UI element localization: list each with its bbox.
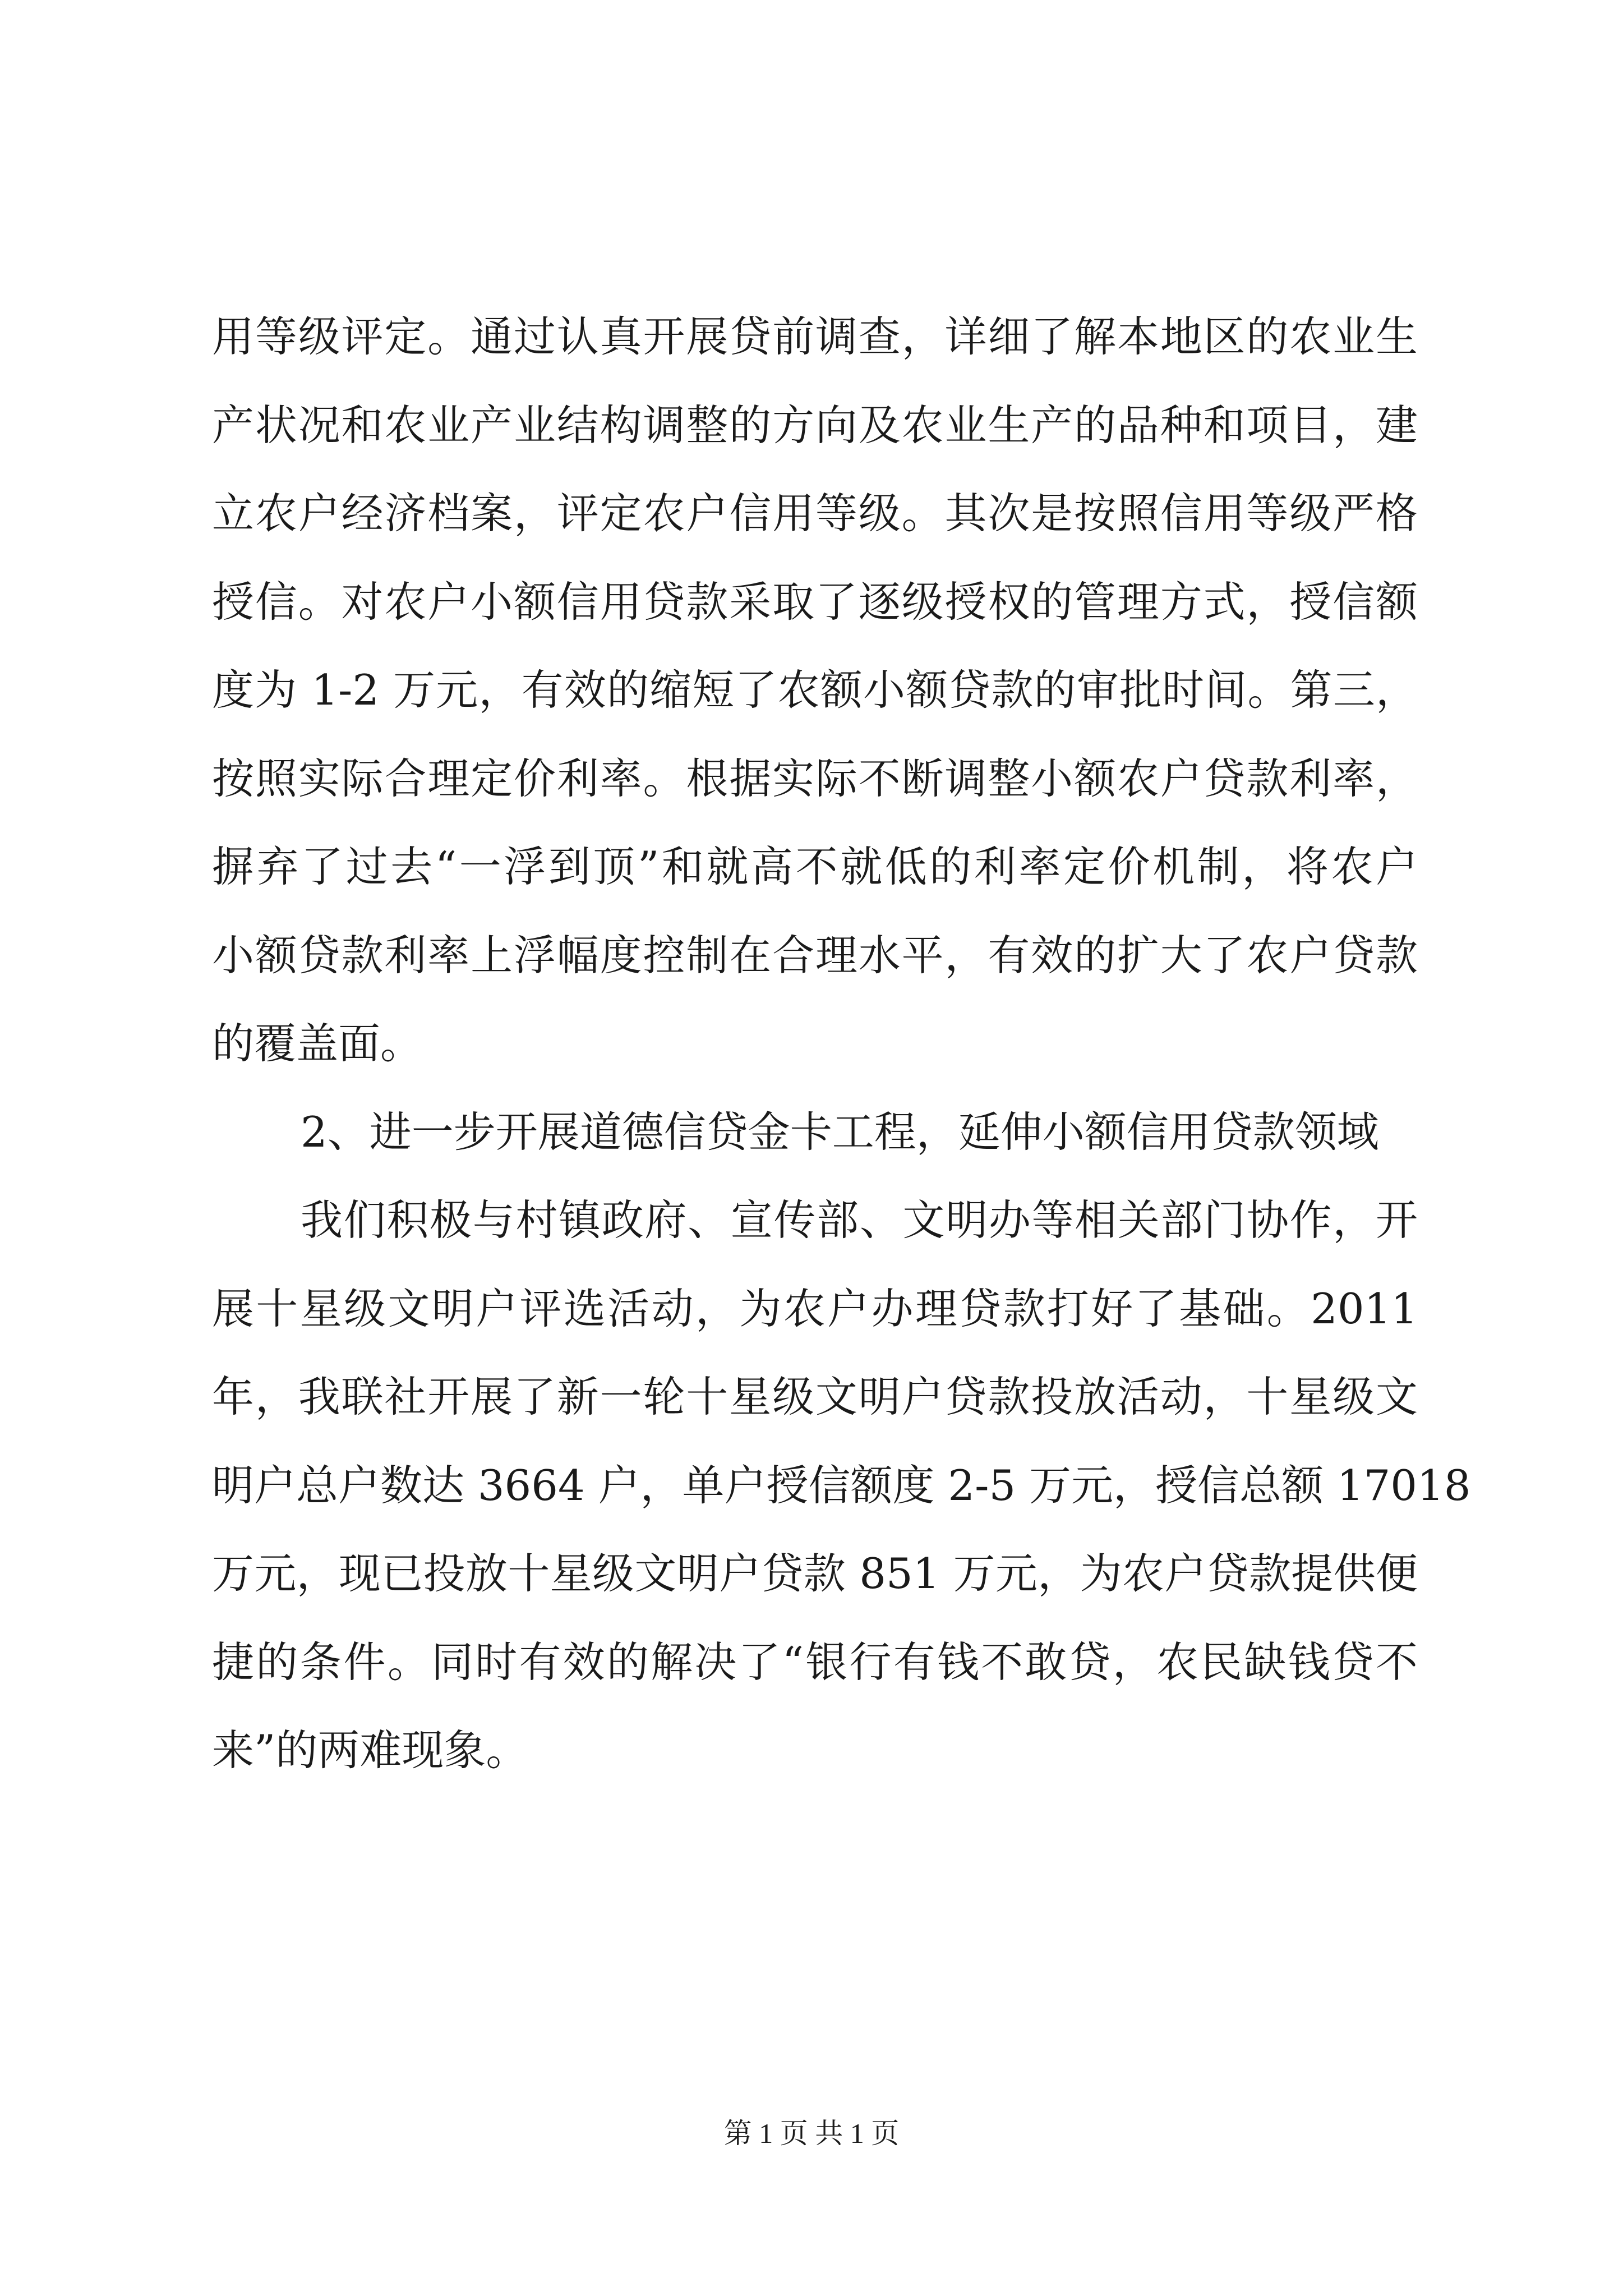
text-line: 产状况和农业产业结构调整的方向及农业生产的品种和项目，建 — [212, 400, 1418, 450]
text-line: 我们积极与村镇政府、宣传部、文明办等相关部门协作，开 — [301, 1195, 1418, 1245]
text-line: 万元，现已投放十星级文明户贷款 851 万元，为农户贷款提供便 — [212, 1549, 1418, 1598]
text-line: 来”的两难现象。 — [212, 1726, 528, 1775]
text-line: 的覆盖面。 — [212, 1019, 423, 1068]
section-heading: 2、进一步开展道德信贷金卡工程，延伸小额信用贷款领域 — [301, 1107, 1379, 1157]
paragraph-gold-card-project — [212, 1176, 1471, 1795]
paragraph-credit-rating — [212, 293, 1418, 1088]
text-line: 度为 1-2 万元，有效的缩短了农额小额贷款的审批时间。第三， — [212, 665, 1418, 715]
text-line: 捷的条件。同时有效的解决了“银行有钱不敢贷，农民缺钱贷不 — [212, 1637, 1418, 1687]
text-line: 小额贷款利率上浮幅度控制在合理水平，有效的扩大了农户贷款 — [212, 930, 1418, 980]
text-line: 展十星级文明户评选活动，为农户办理贷款打好了基础。2011 — [212, 1283, 1418, 1333]
page-footer: 第 1 页 共 1 页 — [723, 2118, 900, 2149]
text-line: 摒弃了过去“一浮到顶”和就高不就低的利率定价机制，将农户 — [212, 842, 1418, 891]
text-line: 授信。对农户小额信用贷款采取了逐级授权的管理方式，授信额 — [212, 577, 1418, 627]
text-line: 立农户经济档案，评定农户信用等级。其次是按照信用等级严格 — [212, 489, 1418, 538]
text-line: 明户总户数达 3664 户，单户授信额度 2-5 万元，授信总额 17018 — [212, 1460, 1471, 1510]
text-line: 年，我联社开展了新一轮十星级文明户贷款投放活动，十星级文 — [212, 1372, 1418, 1421]
text-line: 用等级评定。通过认真开展贷前调查，详细了解本地区的农业生 — [212, 312, 1418, 361]
document-body — [212, 293, 1471, 1795]
text-line: 按照实际合理定价利率。根据实际不断调整小额农户贷款利率， — [212, 753, 1418, 803]
